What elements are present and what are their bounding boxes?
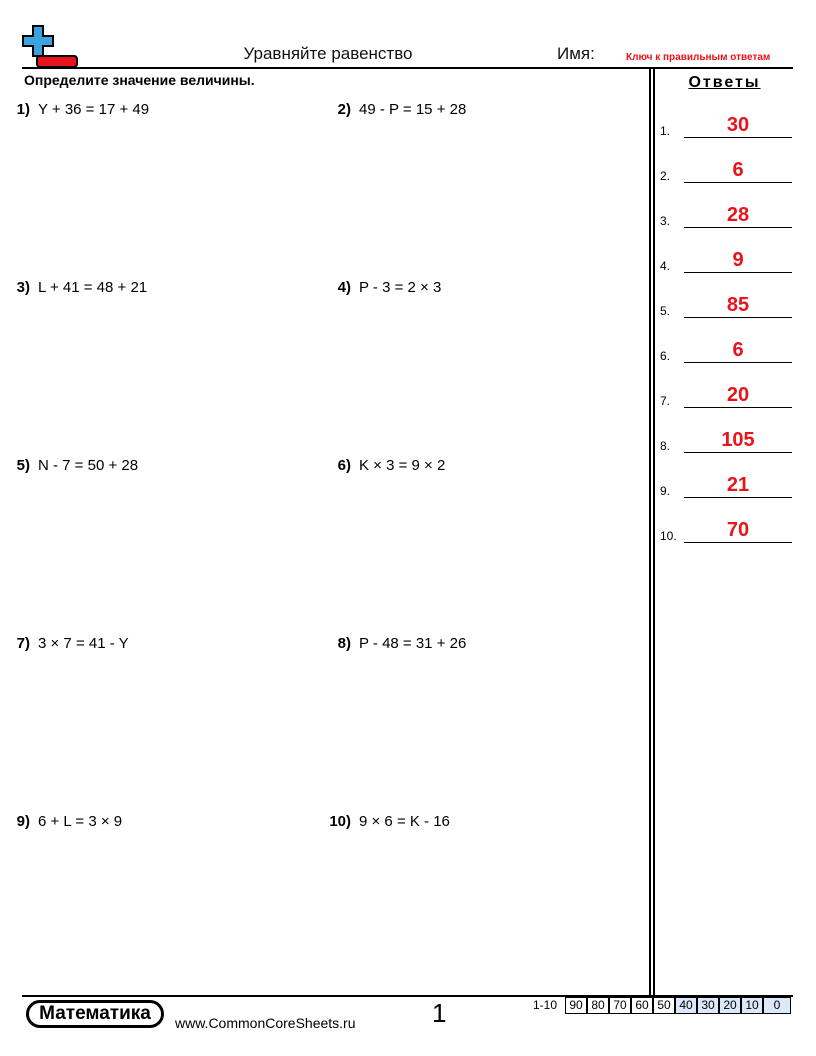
answer-row [660, 116, 792, 138]
problem-number: 3) [16, 279, 30, 296]
problem-equation: 9 × 6 = K - 16 [359, 813, 450, 830]
score-cell: 40 [675, 997, 697, 1014]
answer-line [684, 542, 792, 543]
answer-row [660, 206, 792, 228]
answer-line [684, 227, 792, 228]
answer-row [660, 161, 792, 183]
problem-number: 2) [337, 101, 351, 118]
problem-5 [0, 457, 138, 474]
problem-number: 10) [329, 813, 351, 830]
problem-number: 1) [16, 101, 30, 118]
answer-row [660, 296, 792, 318]
answer-line [684, 137, 792, 138]
answer-row [660, 251, 792, 273]
problem-2 [321, 101, 466, 118]
answer-line [684, 497, 792, 498]
problem-equation: P - 3 = 2 × 3 [359, 279, 442, 296]
problem-number: 5) [16, 457, 30, 474]
score-range-label: 1-10 [533, 998, 558, 1012]
answer-value: 21 [726, 474, 750, 496]
score-cell: 10 [741, 997, 763, 1014]
problem-equation: 49 - P = 15 + 28 [359, 101, 467, 118]
problem-number: 7) [16, 635, 30, 652]
problem-1 [0, 101, 149, 118]
name-label: Имя: [557, 44, 595, 63]
answers-divider-right [653, 69, 655, 995]
answer-row [660, 521, 792, 543]
answer-value: 85 [726, 294, 750, 316]
answer-value: 9 [732, 249, 744, 271]
answer-value: 6 [732, 159, 744, 181]
problem-equation: K × 3 = 9 × 2 [359, 457, 446, 474]
score-cell: 50 [653, 997, 675, 1014]
header-divider [22, 67, 793, 69]
problem-equation: Y + 36 = 17 + 49 [38, 101, 150, 118]
problem-9 [0, 813, 122, 830]
answer-row [660, 386, 792, 408]
answer-value: 70 [726, 519, 750, 541]
answer-index: 10. [660, 529, 677, 543]
problem-7 [0, 635, 129, 652]
answer-index: 7. [660, 394, 671, 408]
score-cell: 20 [719, 997, 741, 1014]
answer-index: 8. [660, 439, 671, 453]
answers-title: Ответы [688, 74, 761, 91]
problem-number: 9) [16, 813, 30, 830]
answer-index: 4. [660, 259, 671, 273]
score-cell: 70 [609, 997, 631, 1014]
answer-row [660, 431, 792, 453]
problem-equation: P - 48 = 31 + 26 [359, 635, 467, 652]
answer-index: 1. [660, 124, 671, 138]
answer-line [684, 452, 792, 453]
answer-index: 5. [660, 304, 671, 318]
page-number: 1 [432, 998, 447, 1028]
answer-value: 20 [726, 384, 750, 406]
answer-line [684, 272, 792, 273]
answer-value: 28 [726, 204, 750, 226]
answer-line [684, 362, 792, 363]
problem-6 [321, 457, 445, 474]
instructions: Определите значение величины. [24, 72, 255, 88]
answers-divider-left [649, 69, 651, 995]
answer-row [660, 476, 792, 498]
problem-number: 8) [337, 635, 351, 652]
problem-10 [321, 813, 450, 830]
answer-line [684, 182, 792, 183]
problem-4 [321, 279, 441, 296]
score-cell: 80 [587, 997, 609, 1014]
problem-8 [321, 635, 466, 652]
problem-equation: 3 × 7 = 41 - Y [38, 635, 129, 652]
answer-index: 2. [660, 169, 671, 183]
problem-number: 4) [337, 279, 351, 296]
problem-equation: L + 41 = 48 + 21 [38, 279, 148, 296]
score-cell: 30 [697, 997, 719, 1014]
problem-3 [0, 279, 147, 296]
answer-index: 9. [660, 484, 671, 498]
score-cell: 60 [631, 997, 653, 1014]
problem-number: 6) [337, 457, 351, 474]
brand-badge: Математика [26, 1000, 164, 1028]
problem-equation: 6 + L = 3 × 9 [38, 813, 123, 830]
site-url: www.CommonCoreSheets.ru [175, 1015, 356, 1031]
answer-index: 6. [660, 349, 671, 363]
answer-key-label: Ключ к правильным ответам [626, 52, 771, 63]
answer-line [684, 317, 792, 318]
worksheet-title: Уравняйте равенство [243, 44, 413, 63]
answer-index: 3. [660, 214, 671, 228]
answer-value: 6 [732, 339, 744, 361]
answer-value: 30 [726, 114, 750, 136]
answer-value: 105 [721, 429, 755, 451]
answer-row [660, 341, 792, 363]
score-cell: 0 [763, 997, 791, 1014]
answer-line [684, 407, 792, 408]
score-cell: 90 [565, 997, 587, 1014]
problem-equation: N - 7 = 50 + 28 [38, 457, 139, 474]
